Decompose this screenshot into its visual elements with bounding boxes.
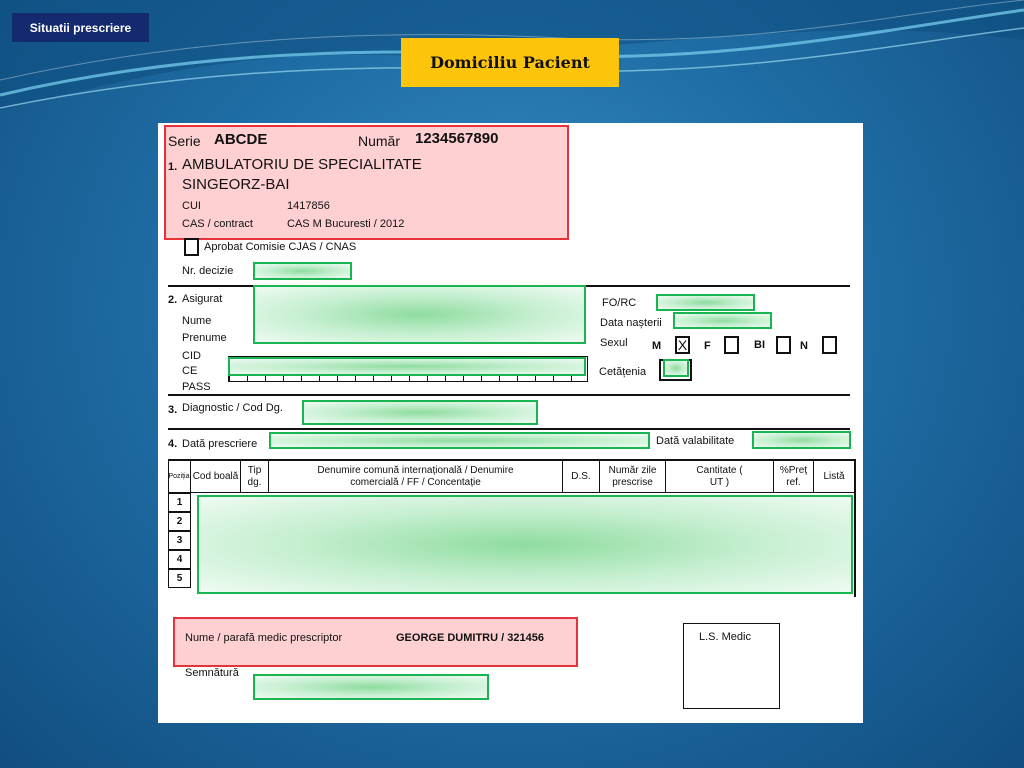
sex-m-label: M [652, 340, 662, 352]
table-row-number: 3 [168, 531, 191, 550]
aprobat-checkbox[interactable] [184, 238, 199, 256]
section-1-number: 1. [168, 161, 178, 173]
prescription-form [158, 123, 863, 723]
medic-value: GEORGE DUMITRU / 321456 [396, 632, 544, 644]
prescription-rows-field[interactable] [197, 495, 853, 594]
divider [168, 394, 850, 396]
cid-field[interactable] [228, 357, 586, 376]
cui-label: CUI [182, 200, 201, 212]
numar-label: Număr [358, 133, 401, 149]
data-nasterii-field[interactable] [673, 312, 772, 329]
sex-m-checked-mark: X [677, 337, 688, 353]
header-lista: Listă [823, 471, 845, 482]
cid-label: CID [182, 350, 201, 362]
section-3-number: 3. [168, 404, 178, 416]
provider-name-line2: SINGEORZ-BAI [182, 176, 290, 193]
section-4-number: 4. [168, 438, 178, 450]
header-pret-ref: %Preț ref. [774, 461, 814, 493]
sex-bi-label: BI [754, 339, 765, 351]
table-row-number: 1 [168, 493, 191, 512]
data-nasterii-label: Data nașterii [600, 317, 662, 329]
sex-n-label: N [800, 340, 808, 352]
header-cantitate: Cantitate ( UT ) [666, 461, 774, 493]
cetatenia-label: Cetățenia [599, 366, 647, 378]
sex-m-checkbox[interactable] [675, 336, 690, 354]
header-tip-dg: Tip dg. [241, 461, 269, 493]
section-tag: Situatii prescriere [12, 13, 149, 42]
decizie-field[interactable] [253, 262, 352, 280]
sex-f-checkbox[interactable] [724, 336, 739, 354]
asigurat-label: Asigurat [182, 293, 223, 305]
table-row-number: 4 [168, 550, 191, 569]
diagnostic-label: Diagnostic / Cod Dg. [182, 402, 283, 414]
sexul-label: Sexul [600, 337, 628, 349]
diagnostic-field[interactable] [302, 400, 538, 425]
provider-name-line1: AMBULATORIU DE SPECIALITATE [182, 156, 422, 173]
serie-value: ABCDE [214, 131, 268, 148]
forc-field[interactable] [656, 294, 755, 311]
header-numar-zile: Număr zile prescrise [600, 461, 666, 493]
sex-f-label: F [704, 340, 711, 352]
table-row-number: 5 [168, 569, 191, 588]
slide-title: Domiciliu Pacient [401, 38, 619, 87]
medic-label: Nume / parafă medic prescriptor [185, 632, 343, 644]
numar-value: 1234567890 [415, 130, 499, 147]
header-denumire: Denumire comună internațională / Denumire comercială / FF / Concentație [269, 461, 563, 493]
section-2-number: 2. [168, 294, 178, 306]
header-pozitia: Poziția [168, 461, 191, 493]
data-valabilitate-field[interactable] [752, 431, 851, 449]
cui-value: 1417856 [287, 200, 330, 212]
data-prescriere-label: Dată prescriere [182, 438, 258, 450]
table-row-number: 2 [168, 512, 191, 531]
sex-bi-checkbox[interactable] [776, 336, 791, 354]
header-ds: D.S. [563, 461, 600, 493]
nume-label: Nume [182, 315, 212, 327]
cas-label: CAS / contract [182, 218, 253, 230]
semnatura-label: Semnătură [185, 667, 239, 679]
semnatura-field[interactable] [253, 674, 489, 700]
serie-label: Serie [168, 133, 201, 149]
pass-label: PASS [182, 381, 211, 393]
asigurat-name-field[interactable] [253, 285, 586, 344]
data-valabilitate-label: Dată valabilitate [656, 435, 735, 447]
prenume-label: Prenume [182, 332, 227, 344]
cetatenia-field[interactable] [663, 359, 689, 377]
data-prescriere-field[interactable] [269, 432, 650, 449]
header-cod-boala: Cod boală [191, 461, 241, 493]
aprobat-label: Aprobat Comisie CJAS / CNAS [204, 241, 357, 253]
forc-label: FO/RC [602, 297, 637, 309]
cas-value: CAS M Bucuresti / 2012 [287, 218, 405, 230]
divider [168, 428, 850, 430]
sex-n-checkbox[interactable] [822, 336, 837, 354]
decizie-label: Nr. decizie [182, 265, 234, 277]
ce-label: CE [182, 365, 198, 377]
ls-medic-label: L.S. Medic [699, 631, 751, 643]
